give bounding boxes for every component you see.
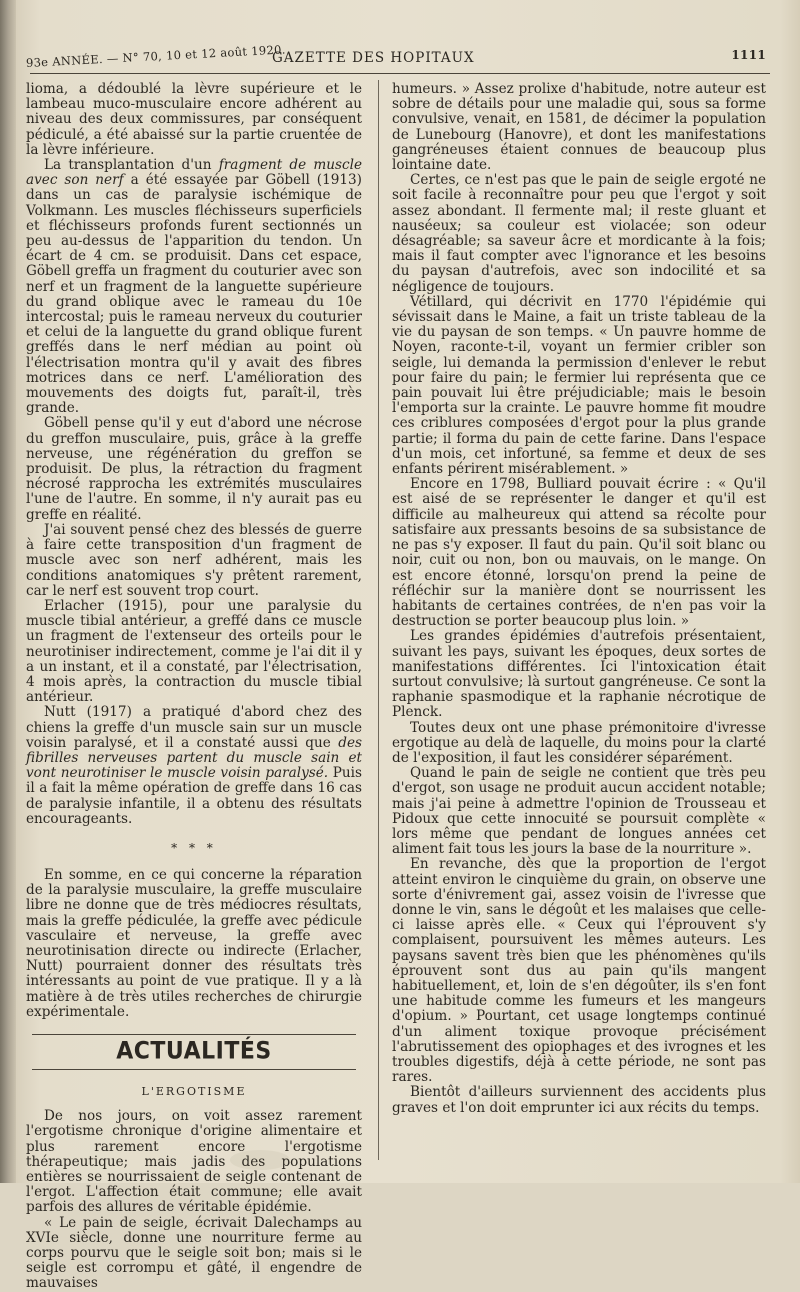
article-title: L'ERGOTISME — [141, 1084, 247, 1098]
paragraph: lioma, a dédoublé la lèvre supérieure et le lambeau muco-musculaire encore adhérent au niveau des deux commissures, par conséquent pédiculé, a été abaissé sur la partie cruentée de la lèvre inférieure. — [26, 81, 362, 158]
column-separator — [378, 80, 379, 1160]
paragraph: Nutt (1917) a pratiqué d'abord chez des chiens la greffe d'un muscle sain sur un muscle voisin paralysé, et il a constaté aussi que des fibrilles nerveuses partent du muscle sain et vont neurotiniser le muscle voisin paralysé. Puis il a fait la même opération de greffe dans 16 cas de paralysie infantile, il a obtenu des résultats encourageants. — [26, 704, 363, 827]
page-number: 1111 — [731, 48, 766, 62]
paragraph: humeurs. » Assez prolixe d'habitude, notre auteur est sobre de détails pour une maladie qui, sous sa forme convulsive, venait, en 1581, de décimer la population de Lunebourg (Hanovre), et dont les manifestations gangréneuses étaient connues de beaucoup plus lointaine date. — [392, 81, 766, 174]
paragraph: Vétillard, qui décrivit en 1770 l'épidémie qui sévissait dans le Maine, a fait un triste tableau de la vie du paysan de son temps. « Un pauvre homme de Noyen, raconte-t-il, voyant un fermier cribler son seigle, lui demanda la permission d'enlever le rebut pour faire du pain; le fermier lui représenta que ce pain pouvait lui être préjudiciable; mais le besoin l'emporta sur la crainte. Le pauvre homme fit moudre ces criblures composées d'ergot pour la plus grande partie; il forma du pain de cette farine. Dans l'espace d'un mois, cet infortuné, sa femme et deux de ses enfants périrent misérablement. » — [392, 293, 766, 478]
asterism: * * * — [171, 840, 217, 855]
paragraph: Göbell pense qu'il y eut d'abord une nécrose du greffon musculaire, puis, grâce à la greffe nerveuse, une régénération du greffon se produisit. De plus, la rétraction du fragment nécrosé rapprocha les extrémités musculaires l'une de l'autre. En somme, il n'y aurait pas eu greffe en réalité. — [26, 415, 362, 523]
section-title: ACTUALITÉS — [116, 1037, 272, 1066]
paragraph: Encore en 1798, Bulliard pouvait écrire : « Qu'il est aisé de se représenter le danger et qu'il est difficile au malheureux qui attend sa récolte pour satisfaire aux pressants besoins de sa subsistance de ne pas s'y exposer. Il faut du pain. Qu'il soit blanc ou noir, cuit ou non, bon ou mauvais, on le mange. On est encore étonné, lorsqu'on prend la peine de réfléchir sur la manière dont se nourrissent les habitants de certaines contrées, de n'en pas voir la destruction se porter beaucoup plus loin. » — [392, 476, 766, 630]
paper-stain — [230, 1150, 290, 1170]
paragraph: Toutes deux ont une phase prémonitoire d'ivresse ergotique au delà de laquelle, du moins pour la clarté de l'exposition, il faut les considérer séparément. — [392, 719, 766, 766]
paragraph: « Le pain de seigle, écrivait Dalechamps au XVIe siècle, donne une nourriture ferme au corps pourvu que le seigle soit bon; mais si le seigle est corrompu et gâté, il engendre de mauvaises — [26, 1214, 362, 1292]
paragraph: Erlacher (1915), pour une paralysie du muscle tibial antérieur, a greffé dans ce muscle un fragment de l'extenseur des orteils pour le neurotiniser indirectement, comme je l'ai dit il y a un instant, et il a constaté, par l'électrisation, 4 mois après, la contraction du muscle tibial antérieur. — [26, 597, 362, 706]
italic-phrase: fragment de muscle avec son nerf — [26, 157, 362, 189]
header-rule — [30, 73, 770, 74]
paragraph: De nos jours, on voit assez rarement l'ergotisme chronique d'origine alimentaire et plus rarement encore l'ergotisme thérapeutique; mais jadis des populations entières se nourrissaient de seigle contenant de l'ergot. L'affection était commune; elle avait parfois des allures de véritable épidémie. — [26, 1108, 362, 1216]
page-header — [25, 42, 766, 72]
left-column — [26, 82, 362, 1292]
paragraph: Bientôt d'ailleurs surviennent des accidents plus graves et l'on doit emprunter ici aux récits du temps. — [392, 1084, 766, 1116]
right-column — [392, 82, 766, 1116]
paragraph: J'ai souvent pensé chez des blessés de guerre à faire cette transposition d'un fragment de muscle avec son nerf adhérent, mais les conditions anatomiques s'y prêtent rarement, car le nerf est souvent trop court. — [26, 521, 362, 599]
italic-phrase: des fibrilles nerveuses partent du muscle sain et vont neurotiniser le muscle voisin paralysé. — [26, 734, 362, 782]
paragraph: Certes, ce n'est pas que le pain de seigle ergoté ne soit facile à reconnaître pour peu que l'ergot y soit assez abondant. Il fermente mal; il reste gluant et nauséeux; sa couleur est violacée; son odeur désagréable; sa saveur âcre et mordicante à la fois; mais il faut compter avec l'ignorance et les besoins du paysan d'autrefois, avec son indocilité et sa négligence de toujours. — [392, 172, 766, 295]
paragraph: La transplantation d'un fragment de muscle avec son nerf a été essayée par Göbell (1913) dans un cas de paralysie ischémique de Volkmann. Les muscles fléchisseurs superficiels et fléchisseurs profonds furent sectionnés un peu au-dessus de l'apparition du tendon. Un écart de 4 cm. se produisit. Dans cet espace, Göbell greffa un fragment du couturier avec son nerf et un fragment de la languette supérieure du grand oblique avec le rameau du 10e intercostal; puis le rameau nerveux du couturier et celui de la languette du grand oblique furent greffés dans le nerf médian au point où l'électrisation montra qu'il y avait des fibres motrices dans ce nerf. L'amélioration des mouvements des doigts fut, paraît-il, très grande. — [26, 157, 362, 417]
paragraph: Quand le pain de seigle ne contient que très peu d'ergot, son usage ne produit aucun accident notable; mais j'ai peine à admettre l'opinion de Trousseau et Pidoux que cette innocuité se poursuit complète « lors même que pendant de longues années cet aliment fait tous les jours la base de la nourriture ». — [392, 765, 766, 858]
journal-title: GAZETTE DES HOPITAUX — [272, 50, 475, 66]
issue-line: 93e ANNÉE. — N° 70, 10 et 12 août 1920. — [25, 42, 286, 70]
paragraph: Les grandes épidémies d'autrefois présentaient, suivant les pays, suivant les époques, deux sortes de manifestations différentes. Ici l'intoxication était surtout convulsive; là surtout gangréneuse. Ce sont la raphanie spasmodique et la raphanie nécrotique de Plenck. — [392, 628, 766, 721]
paragraph: En revanche, dès que la proportion de l'ergot atteint environ le cinquième du grain, on observe une sorte d'énivrement gai, assez voisin de l'ivresse que donne le vin, sans le dégoût et les malaises que celle-ci laisse après elle. « Ceux qui l'éprouvent s'y complaisent, poursuivent les mêmes auteurs. Les paysans savent très bien que les phénomènes qu'ils éprouvent sont dus au pain qu'ils mangent habituellement, et, loin de s'en dégoûter, ils s'en font une habitude comme les fumeurs et les mangeurs d'opium. » Pourtant, cet usage longtemps continué d'un aliment toxique provoque précisément l'abrutissement des opiophages et des ivrognes et les troubles digestifs, déjà à cette période, ne sont pas rares. — [392, 856, 766, 1086]
paragraph: En somme, en ce qui concerne la réparation de la paralysie musculaire, la greffe musculaire libre ne donne que de très médiocres résultats, mais la greffe pédiculée, la greffe avec pédicule vasculaire et nerveuse, la greffe avec neurotinisation directe ou indirecte (Erlacher, Nutt) pourraient donner des résultats très intéressants au point de vue pratique. Il y a là matière à de très utiles recherches de chirurgie expérimentale. — [26, 866, 362, 1020]
binding-spine — [0, 0, 16, 1183]
